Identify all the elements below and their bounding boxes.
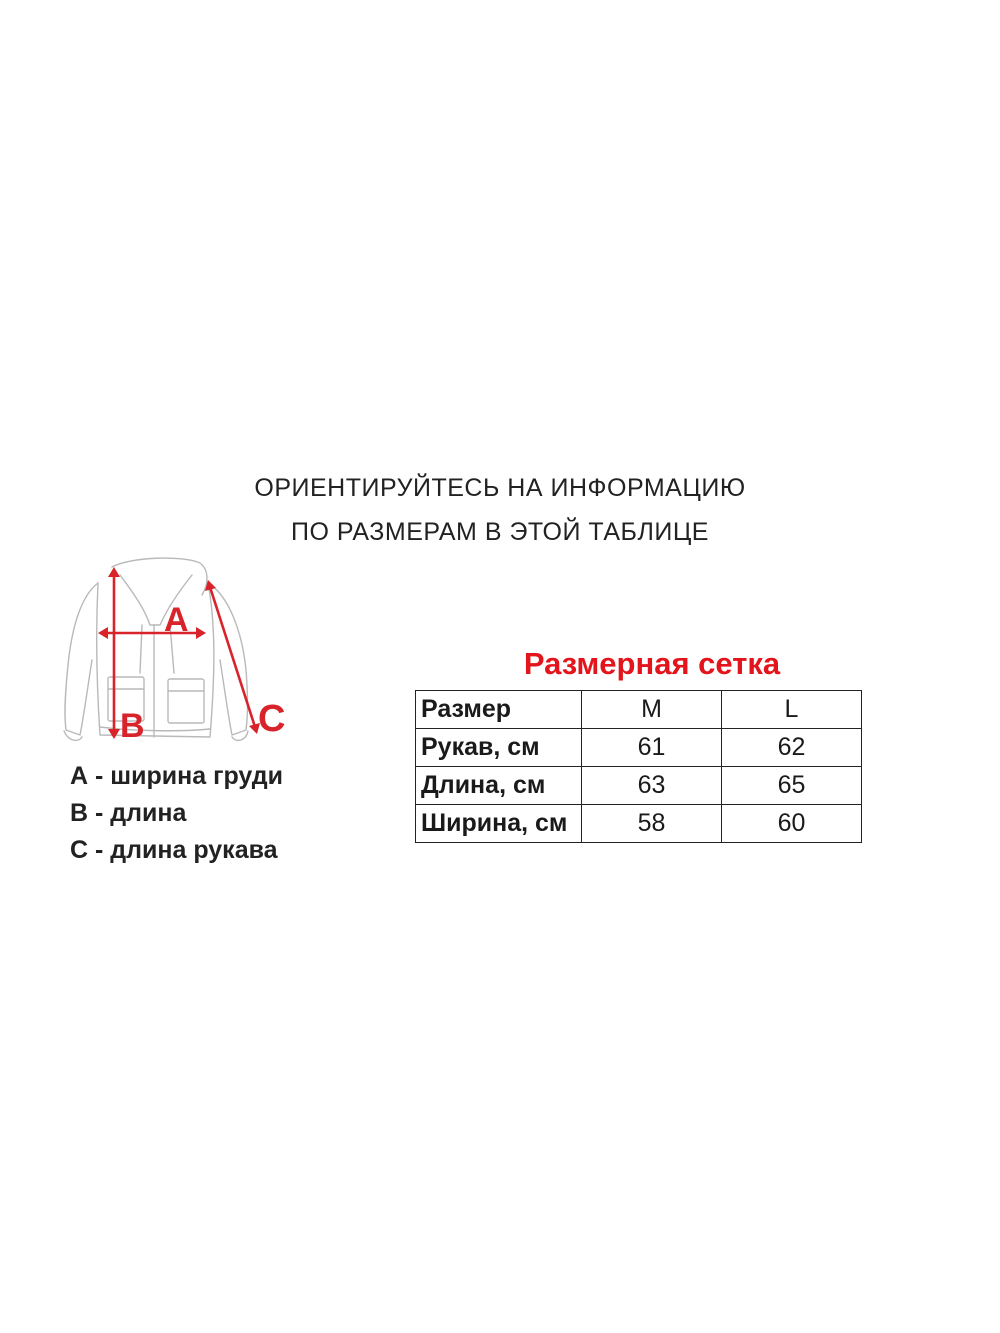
- headline-line-2: ПО РАЗМЕРАМ В ЭТОЙ ТАБЛИЦЕ: [291, 518, 709, 546]
- row-label: Длина, см: [416, 767, 582, 805]
- header-l: L: [722, 691, 862, 729]
- table-row: [416, 767, 862, 805]
- jacket-measurement-diagram: [50, 555, 295, 755]
- measurement-legend: [70, 758, 283, 869]
- legend-item-c: С - длина рукава: [70, 836, 278, 864]
- cell-m: 58: [582, 805, 722, 843]
- size-table-title: Размерная сетка: [523, 646, 781, 681]
- cell-l: 65: [722, 767, 862, 805]
- table-row: [416, 805, 862, 843]
- row-label: Ширина, см: [416, 805, 582, 843]
- row-label: Рукав, см: [416, 729, 582, 767]
- cell-m: 63: [582, 767, 722, 805]
- legend-item-a: А - ширина груди: [70, 762, 283, 790]
- header-size: Размер: [416, 691, 582, 729]
- marker-a: A: [164, 601, 189, 639]
- headline-line-1: ОРИЕНТИРУЙТЕСЬ НА ИНФОРМАЦИЮ: [254, 474, 746, 502]
- cell-l: 60: [722, 805, 862, 843]
- marker-b: B: [120, 707, 145, 745]
- legend-item-b: В - длина: [70, 799, 187, 827]
- header-m: M: [582, 691, 722, 729]
- size-table: [415, 690, 862, 843]
- marker-c: C: [258, 698, 286, 740]
- cell-m: 61: [582, 729, 722, 767]
- cell-l: 62: [722, 729, 862, 767]
- table-row: [416, 729, 862, 767]
- table-header-row: [416, 691, 862, 729]
